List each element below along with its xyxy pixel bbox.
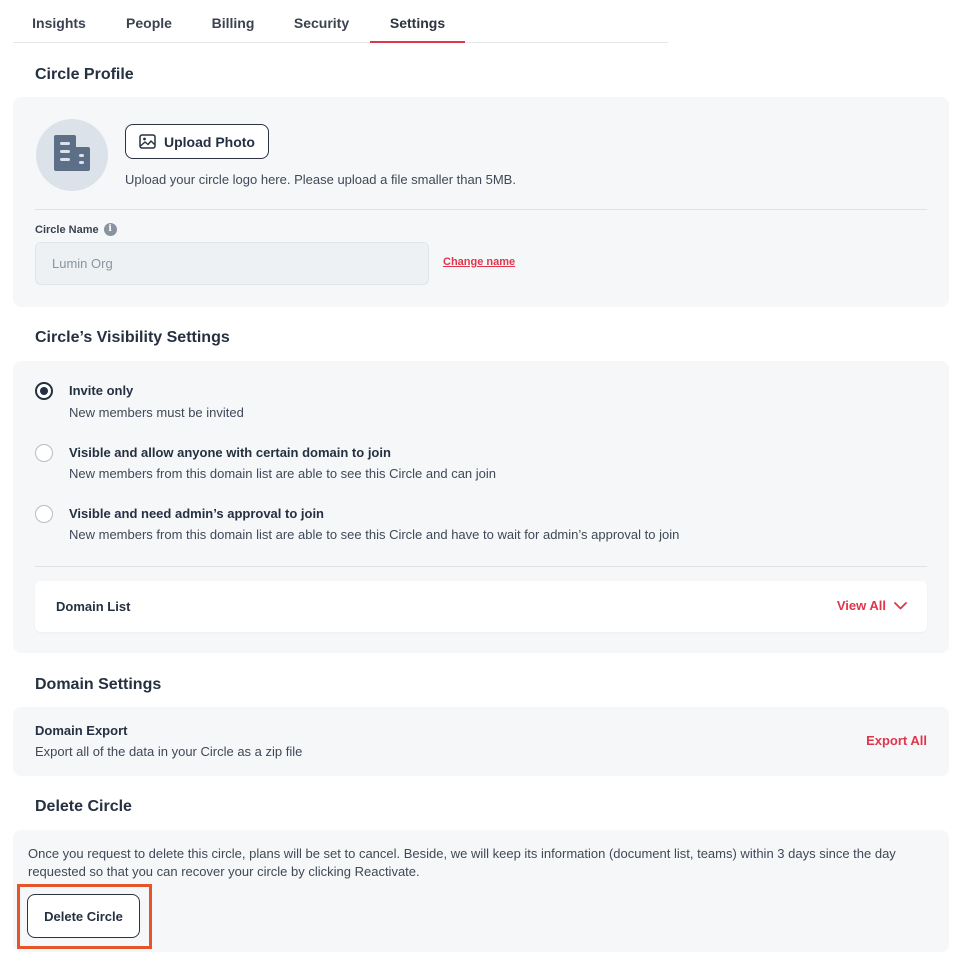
domain-list-label: Domain List — [56, 599, 131, 614]
view-all-label: View All — [836, 598, 886, 613]
view-all-button[interactable] — [837, 598, 907, 613]
visibility-divider — [35, 566, 927, 567]
domain-list-panel — [35, 581, 927, 632]
radio-visible-domain-join[interactable] — [35, 444, 53, 462]
circle-name-label-row — [35, 223, 117, 236]
tab-settings[interactable]: Settings — [370, 0, 465, 43]
upload-photo-label: Upload Photo — [164, 133, 255, 150]
option-title: Invite only — [69, 383, 134, 398]
upload-hint: Upload your circle logo here. Please upload a file smaller than 5MB. — [125, 172, 516, 187]
domain-export-title: Domain Export — [35, 723, 128, 738]
domain-settings-card — [13, 707, 949, 776]
tab-people[interactable]: People — [126, 15, 172, 31]
delete-circle-button[interactable]: Delete Circle — [27, 894, 140, 938]
profile-divider — [35, 209, 927, 210]
change-name-link[interactable]: Change name — [443, 256, 516, 268]
option-desc: New members from this domain list are able to see this Circle and have to wait for admin’s approval to join — [69, 527, 680, 542]
radio-invite-only[interactable] — [35, 382, 53, 400]
building-icon — [52, 133, 92, 175]
chevron-down-icon — [894, 602, 907, 610]
option-title: Visible and allow anyone with certain domain to join — [69, 445, 391, 460]
domain-export-desc: Export all of the data in your Circle as a zip file — [35, 744, 303, 759]
export-all-button[interactable]: Export All — [866, 733, 927, 748]
option-title: Visible and need admin’s approval to join — [69, 506, 324, 521]
tab-billing[interactable]: Billing — [211, 15, 255, 31]
upload-photo-button[interactable] — [125, 124, 269, 159]
domain-settings-title: Domain Settings — [35, 676, 162, 693]
circle-name-label: Circle Name — [35, 223, 99, 236]
info-icon[interactable]: i — [104, 223, 117, 236]
visibility-title: Circle’s Visibility Settings — [35, 329, 230, 346]
delete-circle-desc: Once you request to delete this circle, plans will be set to cancel. Beside, we will keep its information (document list, teams) within 3 days since the day requested so that you can recover your circle by clicking Reactivate. — [28, 846, 896, 879]
radio-visible-admin-approval[interactable] — [35, 505, 53, 523]
image-icon — [139, 134, 156, 149]
circle-name-input[interactable] — [35, 242, 429, 285]
settings-tabs — [13, 0, 668, 43]
option-desc: New members from this domain list are able to see this Circle and can join — [69, 466, 497, 481]
tab-insights[interactable]: Insights — [32, 15, 86, 31]
delete-circle-title: Delete Circle — [35, 798, 132, 815]
tab-security[interactable]: Security — [293, 15, 350, 31]
circle-avatar — [36, 119, 108, 191]
option-desc: New members must be invited — [69, 405, 244, 420]
circle-profile-title: Circle Profile — [35, 66, 134, 83]
